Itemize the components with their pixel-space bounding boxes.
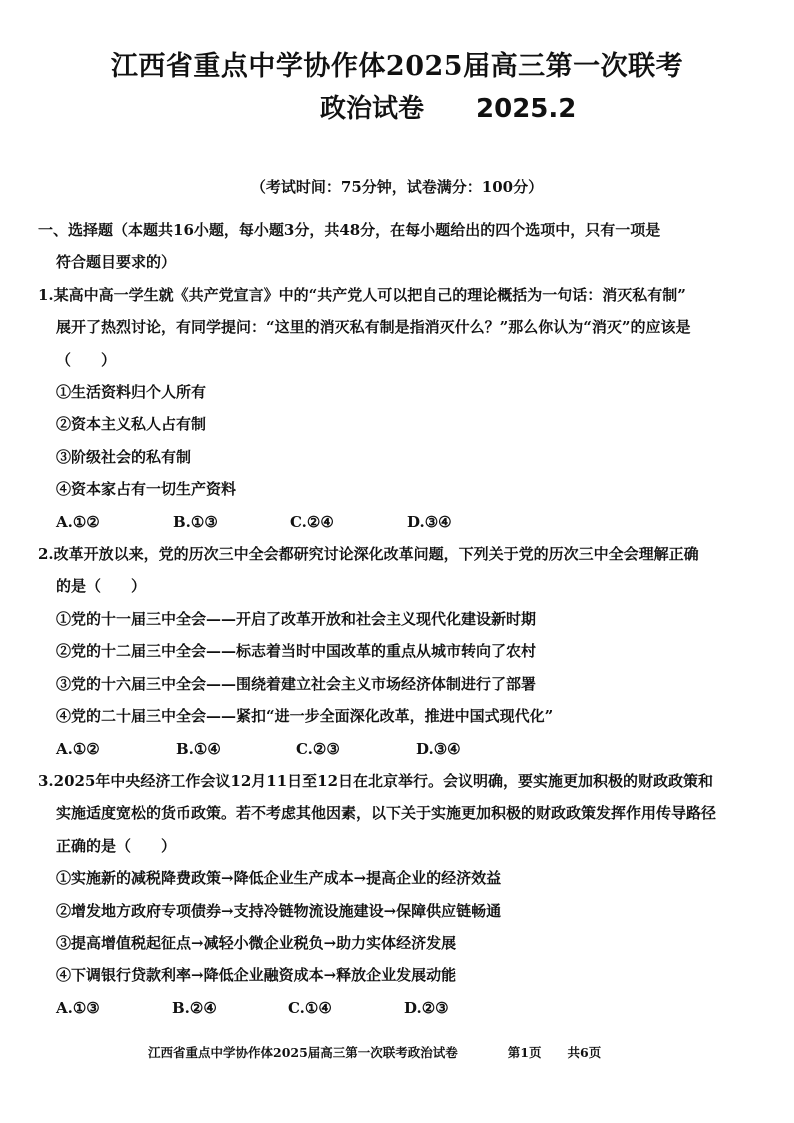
exam-subtitle <box>320 88 576 125</box>
option-item: ④党的二十届三中全会——紧扣“进一步全面深化改革，推进中国式现代化” <box>56 707 554 726</box>
question-2 <box>38 538 758 765</box>
choice-c: C.②④ <box>290 512 334 531</box>
choice-a: A.①③ <box>56 998 100 1017</box>
option-item: ②增发地方政府专项债券→支持冷链物流设施建设→保障供应链畅通 <box>56 901 502 920</box>
option-item: ②党的十二届三中全会——标志着当时中国改革的重点从城市转向了农村 <box>56 642 537 661</box>
choice-d: D.②③ <box>404 998 449 1017</box>
question-3 <box>38 765 758 1024</box>
stem-line: 2.改革开放以来，党的历次三中全会都研究讨论深化改革问题，下列关于党的历次三中全会理解正确 <box>38 545 699 564</box>
option-item: ③阶级社会的私有制 <box>56 447 192 466</box>
option-item: ①党的十一届三中全会——开启了改革开放和社会主义现代化建设新时期 <box>56 609 537 628</box>
question-stem <box>38 279 758 376</box>
exam-date: 2025.2 <box>476 94 577 124</box>
stem-line: 展开了热烈讨论，有同学提问：“这里的消灭私有制是指消灭什么？”那么你认为“消灭”的应该是 <box>56 318 691 337</box>
stem-line: 实施适度宽松的货币政策。若不考虑其他因素，以下关于实施更加积极的财政政策发挥作用传导路径 <box>56 804 717 823</box>
option-item: ③提高增值税起征点→减轻小微企业税负→助力实体经济发展 <box>56 933 457 952</box>
stem-line: 的是（ ） <box>56 577 147 596</box>
footer-total-pages: 共6页 <box>567 1045 602 1060</box>
stem-line: 正确的是（ ） <box>56 836 177 855</box>
footer-exam-name: 江西省重点中学协作体2025届高三第一次联考政治试卷 <box>148 1045 458 1060</box>
option-item: ④资本家占有一切生产资料 <box>56 480 237 499</box>
answer-blank: （ ） <box>56 350 117 369</box>
section-heading-line: 符合题目要求的） <box>56 253 177 272</box>
choice-b: B.①④ <box>176 739 221 758</box>
exam-content <box>38 214 758 1024</box>
choice-d: D.③④ <box>407 512 452 531</box>
option-item: ①实施新的减税降费政策→降低企业生产成本→提高企业的经济效益 <box>56 869 502 888</box>
page-footer <box>148 1043 601 1061</box>
answer-choices <box>38 733 758 765</box>
option-item: ③党的十六届三中全会——围绕着建立社会主义市场经济体制进行了部署 <box>56 674 537 693</box>
option-item: ①生活资料归个人所有 <box>56 383 207 402</box>
footer-page-number: 第1页 <box>507 1045 542 1060</box>
question-1 <box>38 279 758 538</box>
stem-line: 3.2025年中央经济工作会议12月11日至12日在北京举行。会议明确，要实施更加积极的财政政策和 <box>38 771 714 790</box>
option-item: ②资本主义私人占有制 <box>56 415 207 434</box>
stem-line: 1.某高中高一学生就《共产党宣言》中的“共产党人可以把自己的理论概括为一句话：消灭私有制” <box>38 285 686 304</box>
choice-d: D.③④ <box>416 739 461 758</box>
section-heading <box>38 214 758 279</box>
answer-choices <box>38 506 758 538</box>
exam-title: 江西省重点中学协作体2025届高三第一次联考 <box>110 51 684 82</box>
question-stem <box>38 538 758 603</box>
question-stem <box>38 765 758 862</box>
exam-info: （考试时间：75分钟，试卷满分：100分） <box>250 178 544 196</box>
choice-c: C.②③ <box>296 739 340 758</box>
choice-a: A.①② <box>56 739 100 758</box>
choice-a: A.①② <box>56 512 100 531</box>
section-heading-line: 一、选择题（本题共16小题，每小题3分，共48分，在每小题给出的四个选项中，只有一项是 <box>38 221 661 239</box>
choice-b: B.②④ <box>172 998 217 1017</box>
answer-choices <box>38 992 758 1024</box>
choice-b: B.①③ <box>173 512 218 531</box>
choice-c: C.①④ <box>288 998 332 1017</box>
subject-title: 政治试卷 <box>320 94 425 124</box>
option-item: ④下调银行贷款利率→降低企业融资成本→释放企业发展动能 <box>56 966 457 985</box>
